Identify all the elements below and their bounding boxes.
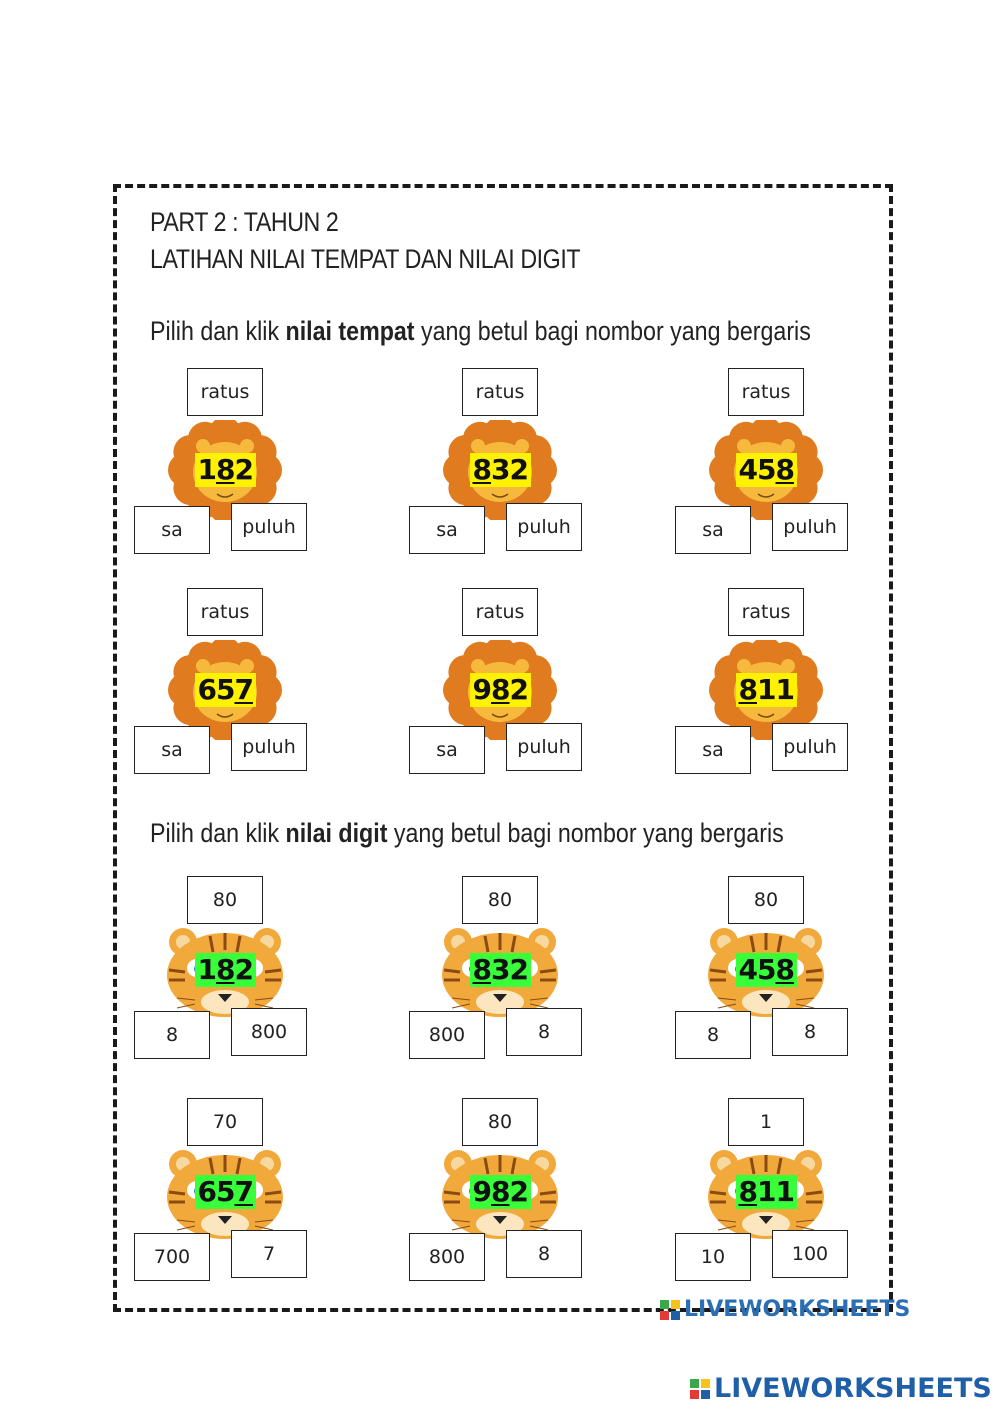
digit: 5 [756, 453, 776, 486]
answer-option-right[interactable]: 8 [506, 1008, 582, 1056]
instruction-digit-value: Pilih dan klik nilai digit yang betul bagi nombor yang bergaris [150, 818, 784, 848]
answer-option-top[interactable]: ratus [187, 368, 263, 416]
digit: 5 [215, 673, 235, 706]
target-number [470, 1175, 531, 1209]
target-number [470, 953, 531, 987]
answer-option-left[interactable]: 10 [675, 1233, 751, 1281]
digit: 2 [509, 953, 528, 986]
answer-option-top[interactable]: ratus [462, 368, 538, 416]
answer-option-right[interactable]: puluh [231, 503, 307, 551]
answer-option-top[interactable]: ratus [728, 368, 804, 416]
answer-option-left[interactable]: 8 [675, 1011, 751, 1059]
target-number [470, 673, 531, 707]
digit: 3 [490, 953, 510, 986]
digit: 2 [509, 673, 528, 706]
underlined-digit: 8 [738, 1175, 757, 1208]
answer-option-top[interactable]: 80 [462, 876, 538, 924]
answer-option-left[interactable]: sa [134, 506, 210, 554]
underlined-digit: 7 [234, 1175, 253, 1208]
answer-option-left[interactable]: sa [134, 726, 210, 774]
answer-option-right[interactable]: 8 [772, 1008, 848, 1056]
target-number [195, 953, 256, 987]
digit: 5 [215, 1175, 235, 1208]
digit: 1 [197, 453, 216, 486]
target-number [195, 673, 256, 707]
digit: 6 [197, 673, 216, 706]
answer-option-top[interactable]: ratus [728, 588, 804, 636]
target-number [470, 453, 531, 487]
worksheet-title: PART 2 : TAHUN 2 [150, 207, 339, 237]
digit: 1 [756, 1175, 776, 1208]
target-number [195, 453, 256, 487]
answer-option-right[interactable]: puluh [772, 503, 848, 551]
target-number [736, 1175, 797, 1209]
digit: 9 [472, 673, 491, 706]
underlined-digit: 8 [738, 673, 757, 706]
inner-watermark: LIVEWORKSHEETS [660, 1297, 910, 1322]
answer-option-left[interactable]: 800 [409, 1233, 485, 1281]
digit: 3 [490, 453, 510, 486]
answer-option-top[interactable]: ratus [187, 588, 263, 636]
answer-option-left[interactable]: 800 [409, 1011, 485, 1059]
underlined-digit: 8 [215, 453, 235, 486]
underlined-digit: 8 [472, 953, 491, 986]
answer-option-right[interactable]: puluh [231, 723, 307, 771]
target-number [736, 673, 797, 707]
answer-option-top[interactable]: 1 [728, 1098, 804, 1146]
answer-option-left[interactable]: sa [675, 726, 751, 774]
underlined-digit: 8 [215, 953, 235, 986]
answer-option-right[interactable]: puluh [772, 723, 848, 771]
answer-option-left[interactable]: 8 [134, 1011, 210, 1059]
answer-option-right[interactable]: 8 [506, 1230, 582, 1278]
target-number [736, 953, 797, 987]
answer-option-right[interactable]: 800 [231, 1008, 307, 1056]
liveworksheets-logo-icon [690, 1379, 710, 1399]
answer-option-left[interactable]: sa [409, 506, 485, 554]
digit: 6 [197, 1175, 216, 1208]
digit: 4 [738, 453, 757, 486]
answer-option-right[interactable]: puluh [506, 723, 582, 771]
target-number [195, 1175, 256, 1209]
footer-watermark: LIVEWORKSHEETS [690, 1373, 992, 1404]
digit: 1 [197, 953, 216, 986]
answer-option-top[interactable]: 70 [187, 1098, 263, 1146]
worksheet-subtitle: LATIHAN NILAI TEMPAT DAN NILAI DIGIT [150, 244, 581, 274]
instruction-place-value: Pilih dan klik nilai tempat yang betul bagi nombor yang bergaris [150, 316, 811, 346]
underlined-digit: 8 [490, 1175, 510, 1208]
digit: 4 [738, 953, 757, 986]
digit: 1 [756, 673, 776, 706]
answer-option-right[interactable]: 100 [772, 1230, 848, 1278]
answer-option-top[interactable]: ratus [462, 588, 538, 636]
underlined-digit: 8 [472, 453, 491, 486]
liveworksheets-logo-icon [660, 1300, 680, 1320]
underlined-digit: 8 [775, 953, 794, 986]
answer-option-top[interactable]: 80 [462, 1098, 538, 1146]
underlined-digit: 8 [775, 453, 794, 486]
answer-option-right[interactable]: 7 [231, 1230, 307, 1278]
answer-option-left[interactable]: sa [409, 726, 485, 774]
digit: 2 [234, 953, 253, 986]
answer-option-top[interactable]: 80 [728, 876, 804, 924]
digit: 2 [509, 1175, 528, 1208]
answer-option-left[interactable]: sa [675, 506, 751, 554]
underlined-digit: 7 [234, 673, 253, 706]
digit: 1 [775, 1175, 794, 1208]
target-number [736, 453, 797, 487]
digit: 9 [472, 1175, 491, 1208]
underlined-digit: 8 [490, 673, 510, 706]
answer-option-top[interactable]: 80 [187, 876, 263, 924]
digit: 2 [509, 453, 528, 486]
digit: 1 [775, 673, 794, 706]
answer-option-right[interactable]: puluh [506, 503, 582, 551]
answer-option-left[interactable]: 700 [134, 1233, 210, 1281]
digit: 2 [234, 453, 253, 486]
digit: 5 [756, 953, 776, 986]
